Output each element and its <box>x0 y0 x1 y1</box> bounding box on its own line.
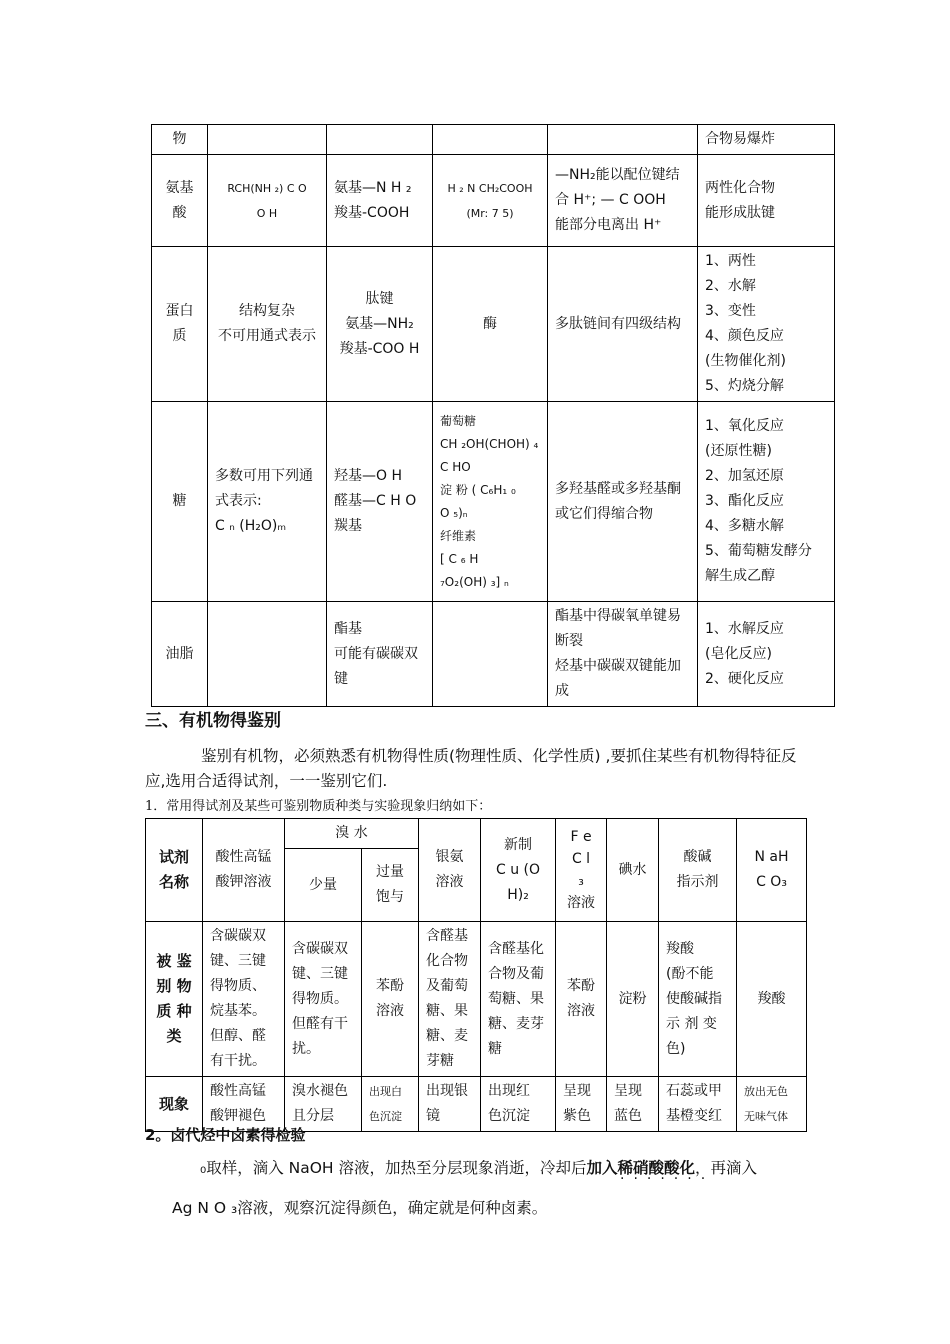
table-cell: 羧酸 (酚不能 使酸碱指 示 剂 变 色) <box>659 922 737 1077</box>
table-row <box>152 602 835 707</box>
table-cell: H ₂ N CH₂COOH (Mr: 7 5) <box>433 155 548 247</box>
table-cell: 1、氧化反应 (还原性糖) 2、加氢还原 3、酯化反应 4、多糖水解 5、葡萄糖发酵分 解生成乙醇 <box>698 402 835 602</box>
table-cell <box>208 602 327 707</box>
reagent-table <box>145 818 807 1132</box>
table-cell: 合物易爆炸 <box>698 125 835 155</box>
table-cell: 呈现 紫色 <box>556 1077 607 1132</box>
header-cell: 银氨 溶液 <box>419 819 481 922</box>
row-label: 现象 <box>146 1077 203 1132</box>
table-cell: 蛋白 质 <box>152 247 208 402</box>
table-cell: 含碳碳双 键、三键 得物质。 但醛有干 扰。 <box>285 922 362 1077</box>
text-run: ，再滴入 <box>695 1159 758 1177</box>
table-cell <box>327 125 433 155</box>
organic-compounds-table <box>151 124 835 707</box>
table-row <box>152 402 835 602</box>
table-cell: 羟基—O H 醛基—C H O 羰基 <box>327 402 433 602</box>
table-cell: 物 <box>152 125 208 155</box>
table-cell: 淀粉 <box>607 922 659 1077</box>
table-cell: 1、两性 2、水解 3、变性 4、颜色反应 (生物催化剂) 5、灼烧分解 <box>698 247 835 402</box>
header-cell: 碘水 <box>607 819 659 922</box>
table-cell: 放出无色 无味气体 <box>737 1077 807 1132</box>
table-cell: 结构复杂 不可用通式表示 <box>208 247 327 402</box>
table-cell: 酶 <box>433 247 548 402</box>
table-cell: 羧酸 <box>737 922 807 1077</box>
table-cell: 糖 <box>152 402 208 602</box>
header-cell: 过量 饱与 <box>362 849 419 922</box>
header-cell: F e C l ₃ 溶液 <box>556 819 607 922</box>
table-cell: 葡萄糖 CH ₂OH(CHOH) ₄ C HO 淀 粉 ( C₆H₁ ₀ O ₅)ₙ 纤维素 [ C ₆ H ₇O₂(OH) ₃] ₙ <box>433 402 548 602</box>
table-cell: 苯酚 溶液 <box>362 922 419 1077</box>
table-cell: RCH(NH ₂) C O O H <box>208 155 327 247</box>
table-cell: 呈现 蓝色 <box>607 1077 659 1132</box>
header-cell: 酸性高锰 酸钾溶液 <box>203 819 285 922</box>
subheading: 1．常用得试剂及某些可鉴别物质种类与实验现象归纳如下： <box>145 799 492 814</box>
table-cell: 溴水褪色 且分层 <box>285 1077 362 1132</box>
table-cell: 含碳碳双 键、三键 得物质、 烷基苯。 但醇、醛 有干扰。 <box>203 922 285 1077</box>
table-cell: 1、水解反应 (皂化反应) 2、硬化反应 <box>698 602 835 707</box>
table-cell <box>548 125 698 155</box>
table-cell: 氨基—N H ₂ 羧基-COOH <box>327 155 433 247</box>
table-cell <box>208 125 327 155</box>
table-cell: 含醛基化 合物及葡 萄糖、果 糖、麦芽 糖 <box>481 922 556 1077</box>
table-cell: —NH₂能以配位键结 合 H⁺; — C OOH 能部分电离出 H⁺ <box>548 155 698 247</box>
table-cell: 出现银 镜 <box>419 1077 481 1132</box>
table-cell: 酯基 可能有碳碳双 键 <box>327 602 433 707</box>
table-cell: 出现红 色沉淀 <box>481 1077 556 1132</box>
section-paragraph: 鉴别有机物，必须熟悉有机物得性质(物理性质、化学性质) ,要抓住某些有机物得特征反应,选用合适得试剂，一一鉴别它们. <box>145 747 797 790</box>
table-cell <box>433 125 548 155</box>
emphasis-dots: ······· <box>620 1171 715 1187</box>
table-cell: 酸性高锰 酸钾褪色 <box>203 1077 285 1132</box>
table-cell: 氨基 酸 <box>152 155 208 247</box>
section-heading: 三、有机物得鉴别 <box>145 711 281 731</box>
table-cell: 多羟基醛或多羟基酮 或它们得缩合物 <box>548 402 698 602</box>
table-cell: 肽键 氨基—NH₂ 羧基-COO H <box>327 247 433 402</box>
paragraph-line: Ag N O ₃溶液，观察沉淀得颜色，确定就是何种卤素。 <box>172 1199 548 1217</box>
table-cell: 苯酚 溶液 <box>556 922 607 1077</box>
table-cell: 两性化合物 能形成肽键 <box>698 155 835 247</box>
table-cell <box>433 602 548 707</box>
table-row <box>152 247 835 402</box>
table-row <box>152 155 835 247</box>
table-cell: 出现白 色沉淀 <box>362 1077 419 1132</box>
table-cell: 酯基中得碳氧单键易 断裂 烃基中碳碳双键能加 成 <box>548 602 698 707</box>
table-cell: 油脂 <box>152 602 208 707</box>
header-cell: 少量 <box>285 849 362 922</box>
text-run: ₀取样，滴入 NaOH 溶液，加热至分层现象消逝，冷却后 <box>200 1159 587 1177</box>
section-heading: 2。卤代烃中卤素得检验 <box>145 1126 306 1144</box>
table-cell: 石蕊或甲 基橙变红 <box>659 1077 737 1132</box>
table-cell: 多肽链间有四级结构 <box>548 247 698 402</box>
header-cell: N aH C O₃ <box>737 819 807 922</box>
table-row <box>146 922 807 1077</box>
header-cell: 新制 C u (O H)₂ <box>481 819 556 922</box>
table-cell: 含醛基 化合物 及葡萄 糖、果 糖、麦 芽糖 <box>419 922 481 1077</box>
table-row <box>146 819 807 849</box>
table-row <box>152 125 835 155</box>
table-cell: 多数可用下列通 式表示: C ₙ (H₂O)ₘ <box>208 402 327 602</box>
row-label: 被 鉴 别 物 质 种 类 <box>146 922 203 1077</box>
emphasis-text: 加入稀硝酸酸化 <box>586 1159 696 1177</box>
header-cell: 酸碱 指示剂 <box>659 819 737 922</box>
header-cell: 试剂 名称 <box>146 819 203 922</box>
header-cell: 溴 水 <box>285 819 419 849</box>
